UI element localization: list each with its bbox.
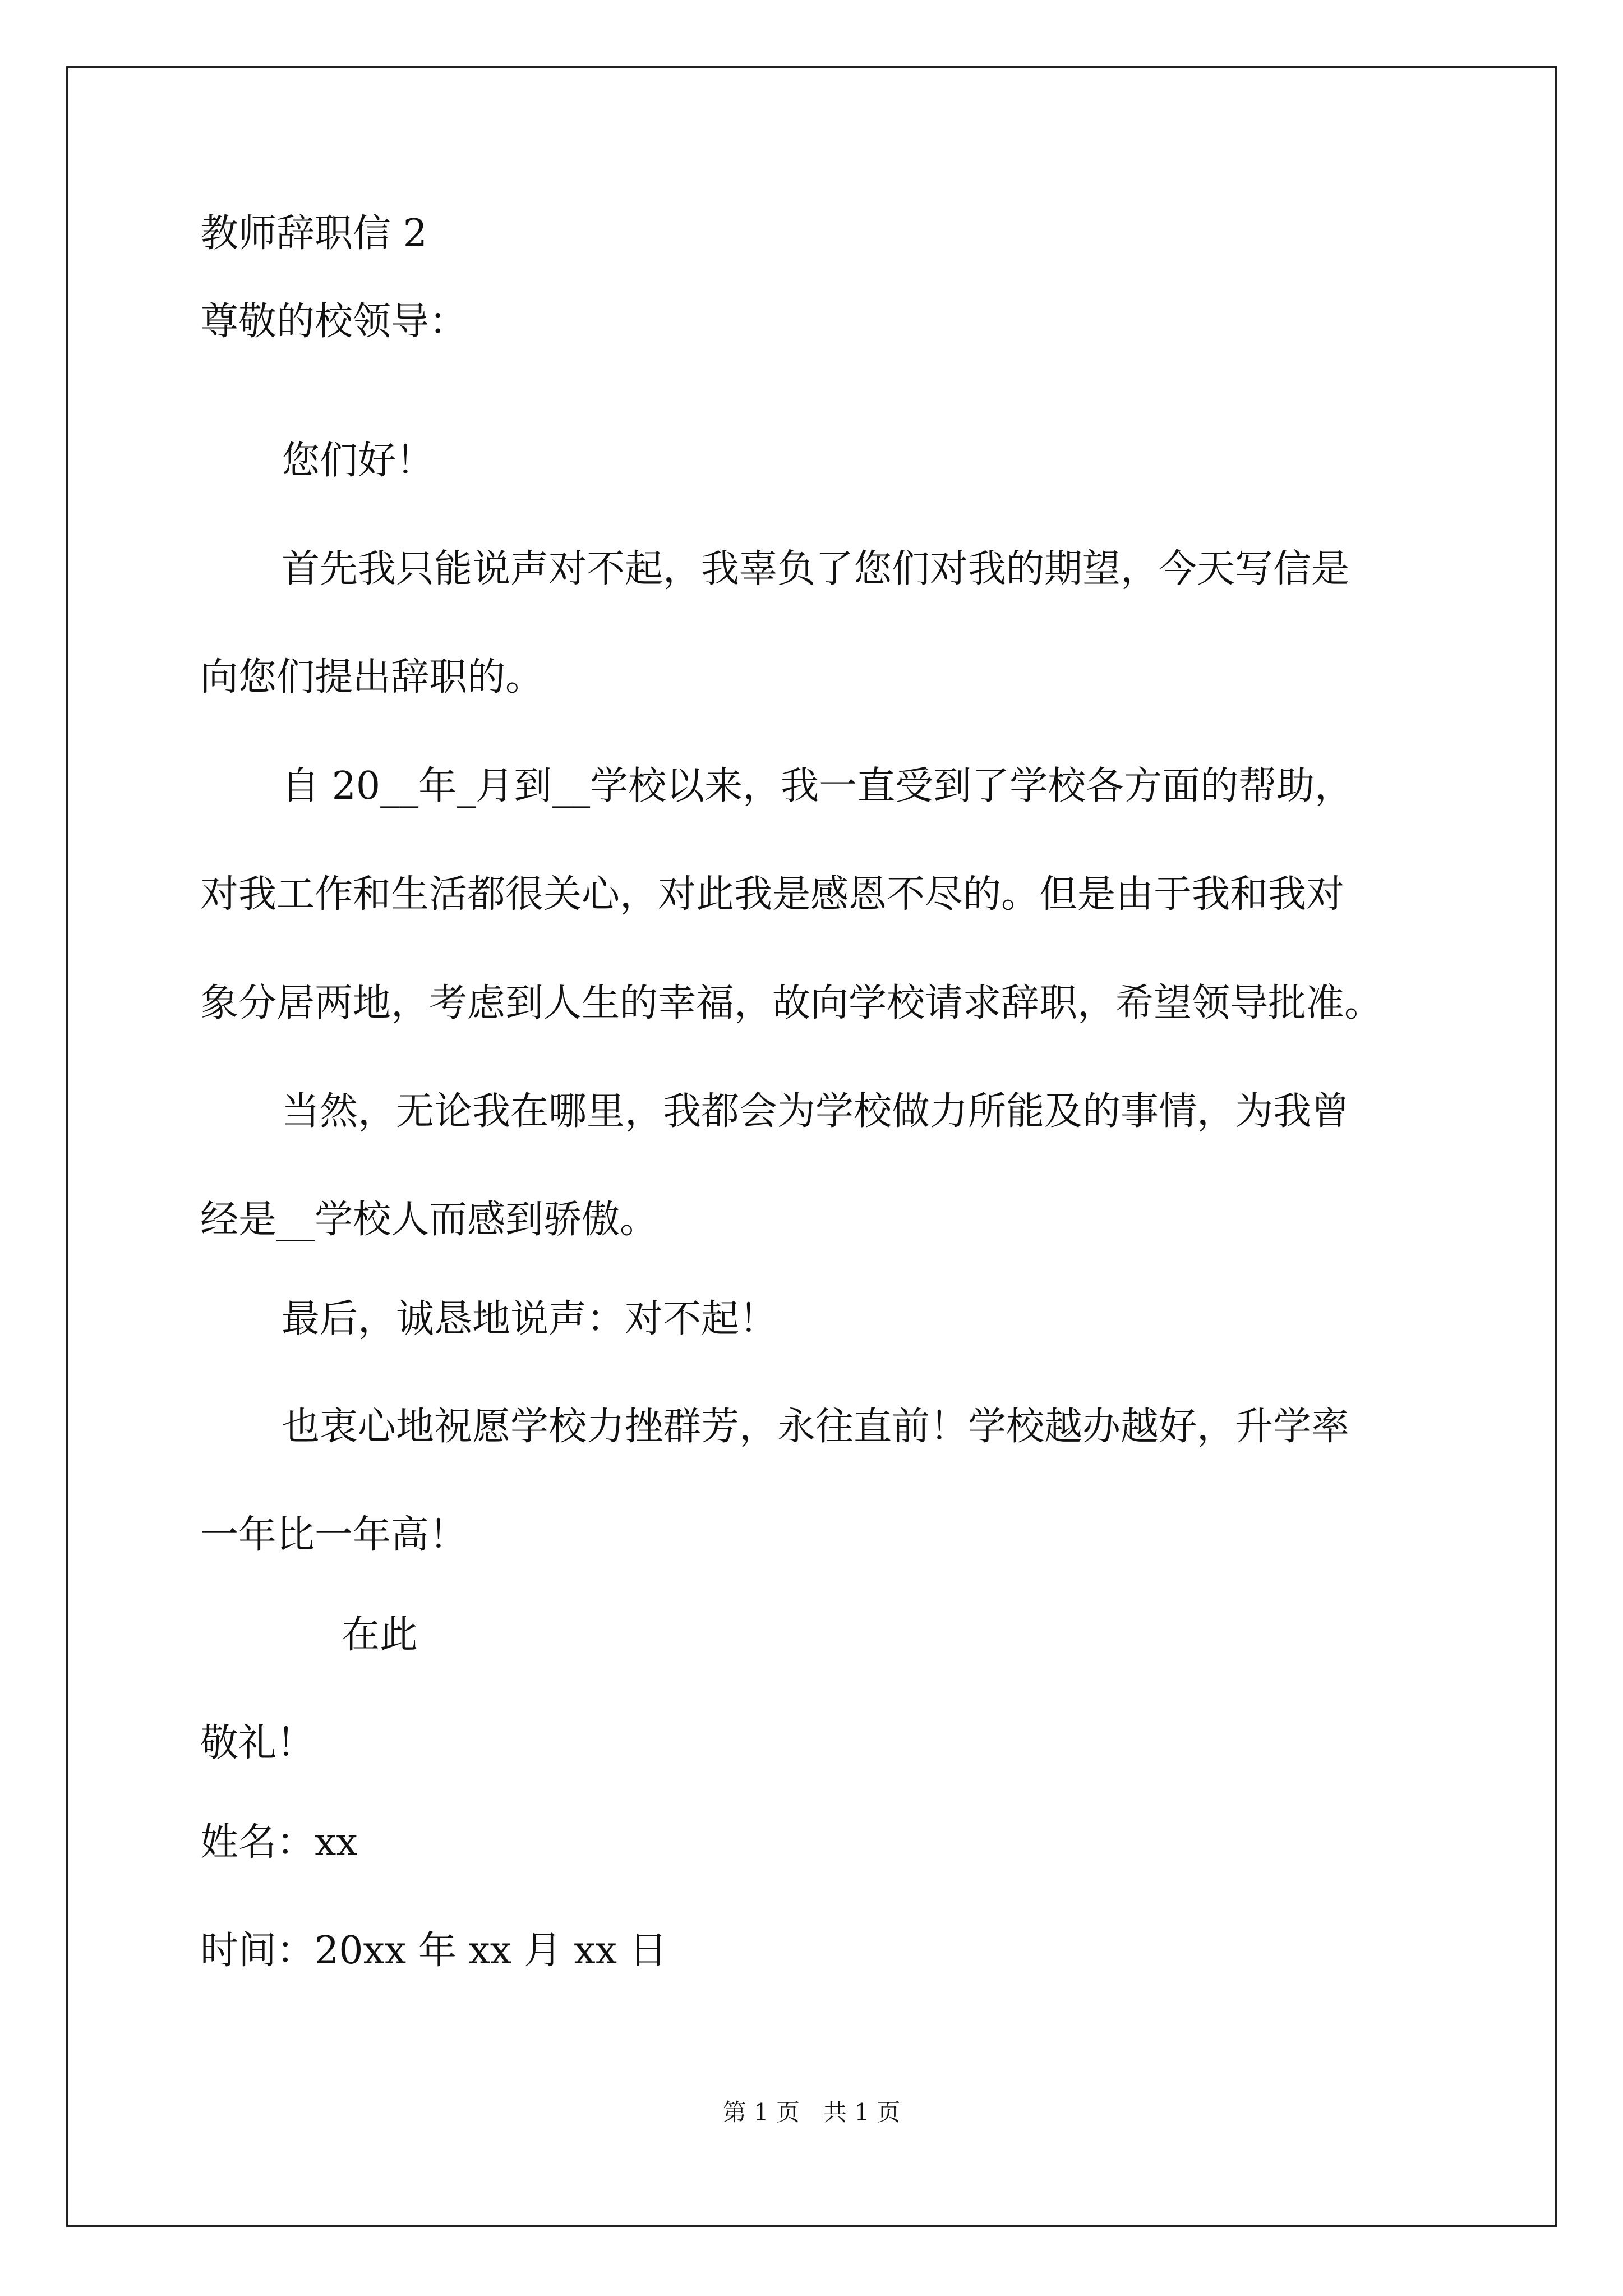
page-footer: 第 1 页 共 1 页 — [722, 2099, 901, 2126]
paragraph-4: 最后，诚恳地说声：对不起！ — [282, 1297, 778, 1341]
date-line: 时间：20xx 年 xx 月 xx 日 — [200, 1929, 667, 1973]
paragraph-2-line-2: 对我工作和生活都很关心，对此我是感恩不尽的。但是由于我和我对 — [200, 872, 1345, 917]
salutation: 尊敬的校领导： — [200, 300, 468, 344]
paragraph-1-line-2: 向您们提出辞职的。 — [200, 655, 544, 700]
closing-2: 敬礼！ — [200, 1721, 315, 1765]
paragraph-3-line-2: 经是__学校人而感到骄傲。 — [200, 1198, 658, 1242]
greeting: 您们好！ — [282, 439, 435, 483]
paragraph-2-line-1: 自 20__年_月到__学校以来，我一直受到了学校各方面的帮助， — [282, 764, 1353, 808]
document-title: 教师辞职信 2 — [200, 211, 427, 256]
closing-1: 在此 — [342, 1613, 418, 1657]
paragraph-2-line-3: 象分居两地，考虑到人生的幸福，故向学校请求辞职，希望领导批准。 — [200, 981, 1383, 1025]
paragraph-5-line-1: 也衷心地祝愿学校力挫群芳，永往直前！学校越办越好，升学率 — [282, 1405, 1350, 1449]
paragraph-3-line-1: 当然，无论我在哪里，我都会为学校做力所能及的事情，为我曾 — [282, 1089, 1350, 1134]
name-line: 姓名：xx — [200, 1820, 358, 1865]
page-frame — [66, 66, 1557, 2227]
paragraph-5-line-2: 一年比一年高！ — [200, 1513, 468, 1557]
paragraph-1-line-1: 首先我只能说声对不起，我辜负了您们对我的期望，今天写信是 — [282, 547, 1350, 591]
